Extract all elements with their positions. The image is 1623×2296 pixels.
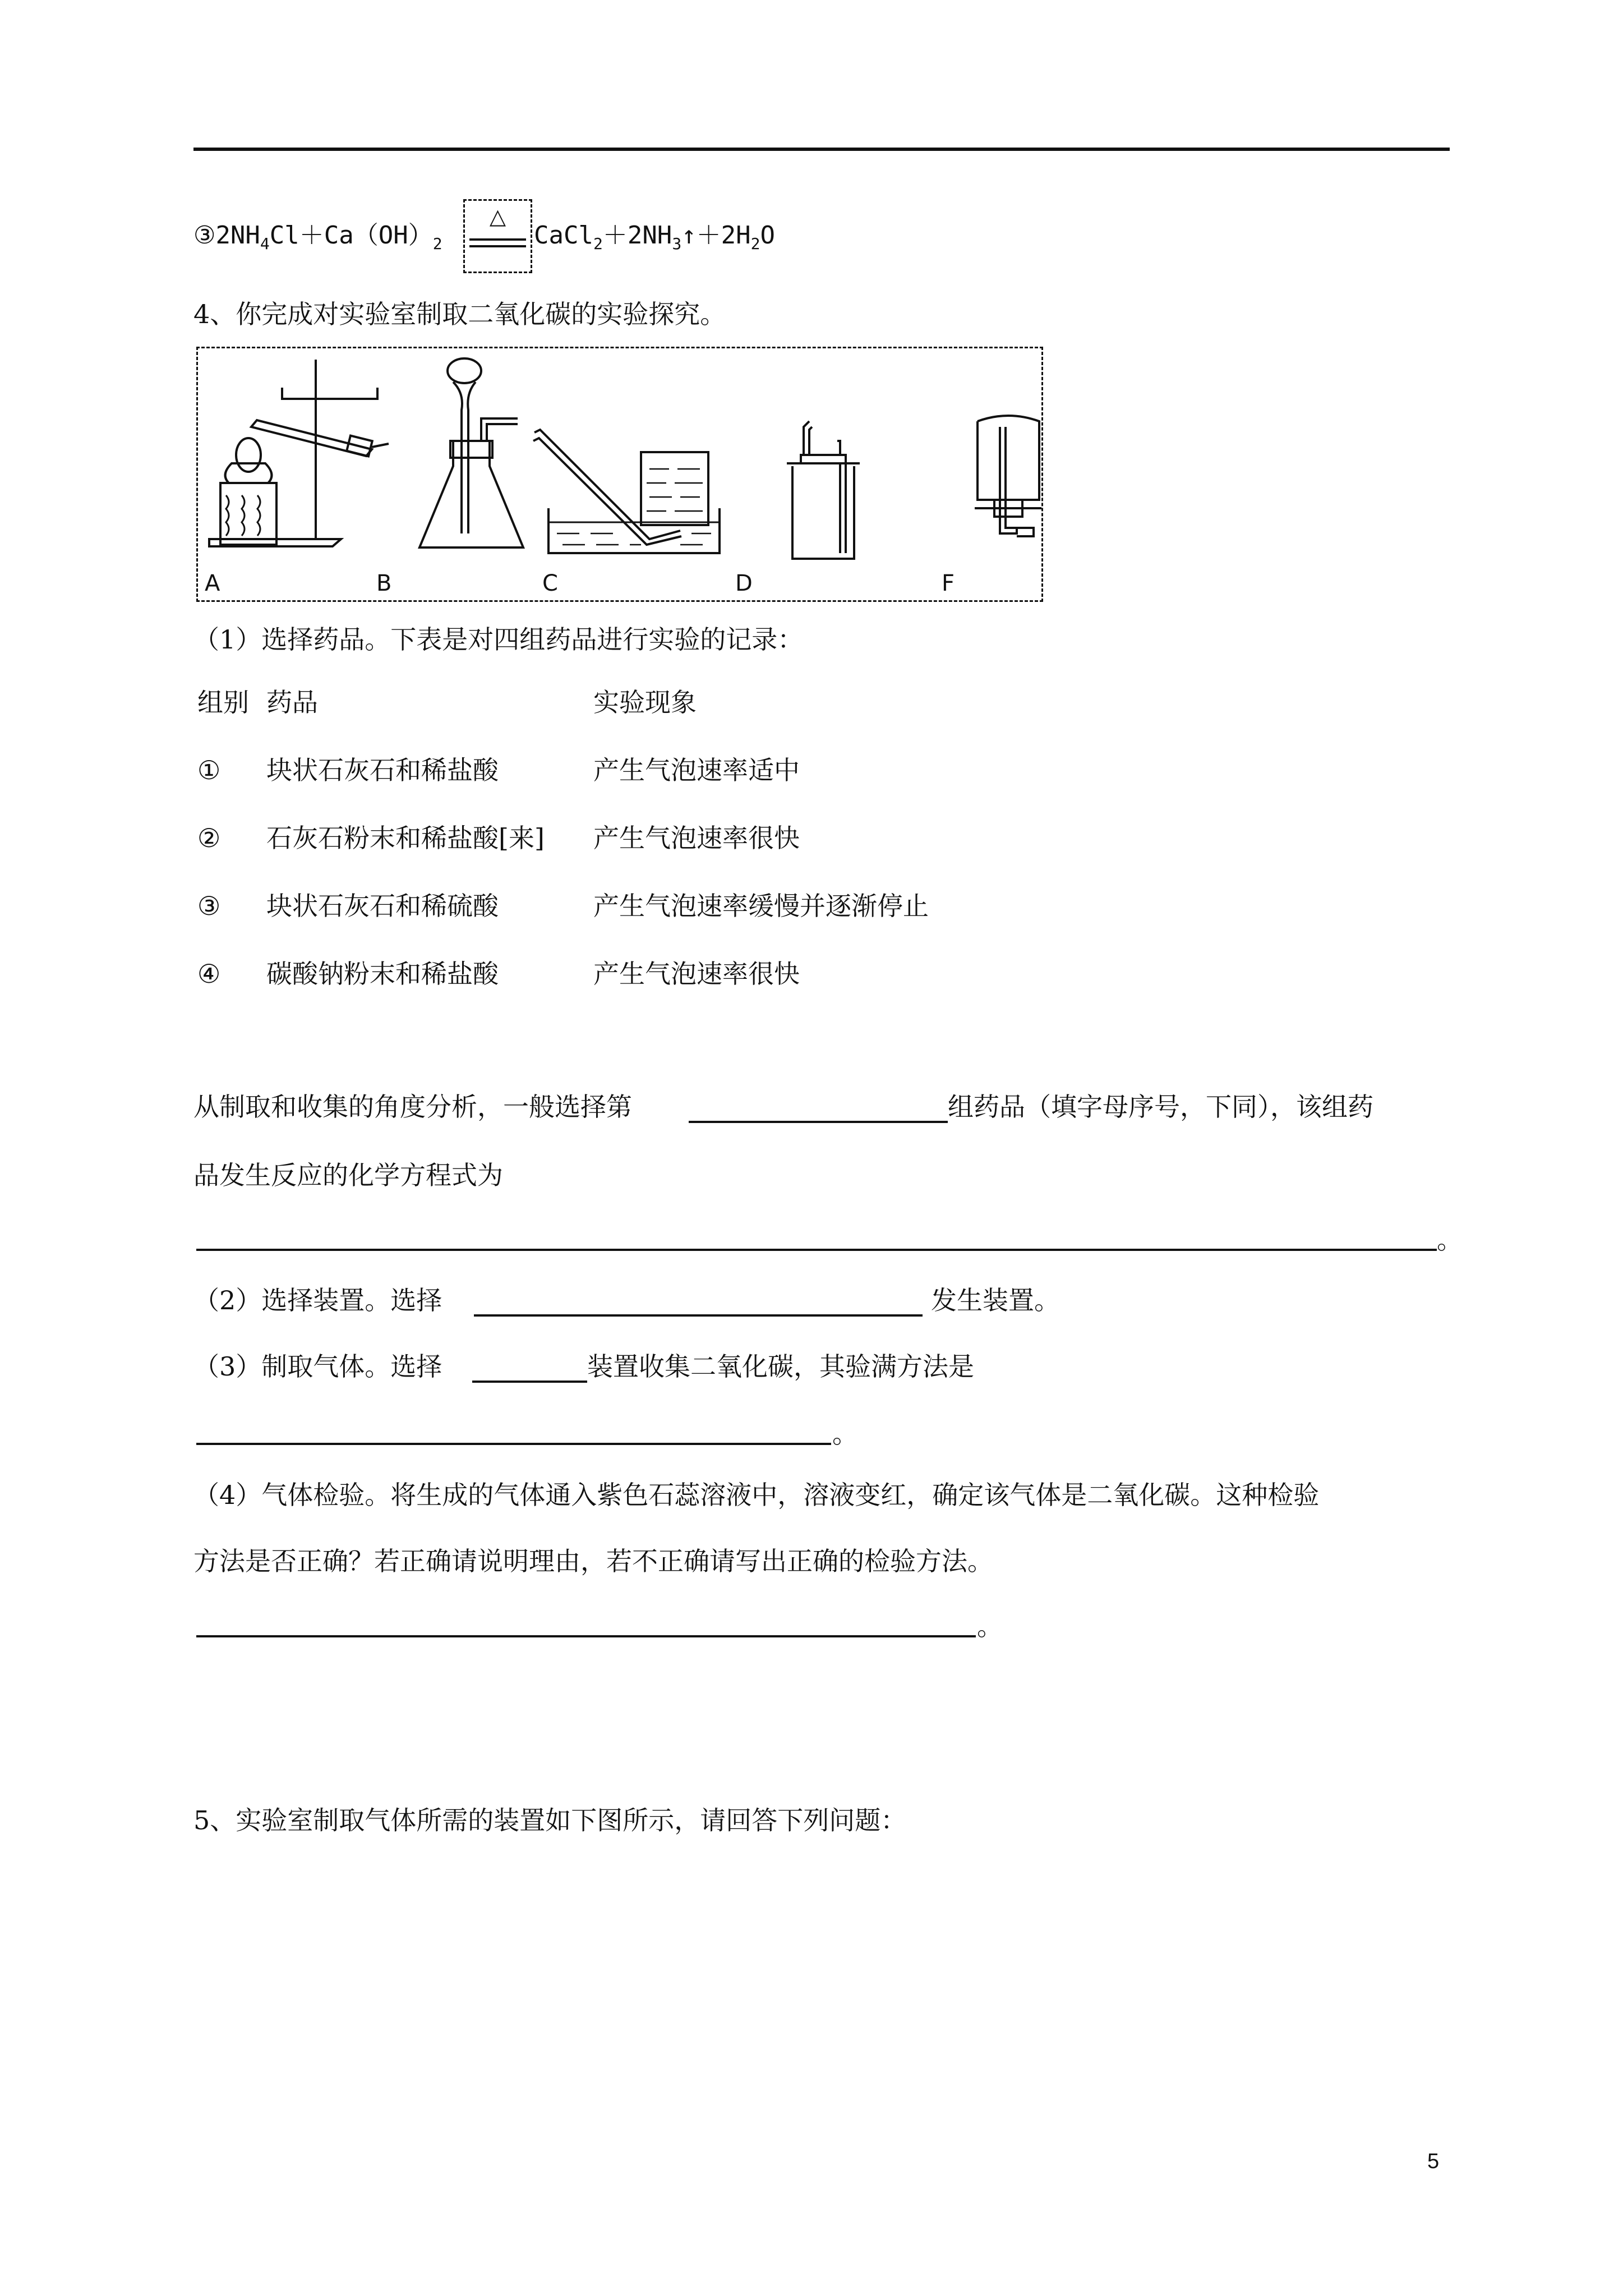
equation-subscript: 2 bbox=[432, 234, 442, 253]
q4-part3-b: 装置收集二氧化碳，其验满方法是 bbox=[587, 1351, 974, 1382]
row-id: ③ bbox=[197, 891, 221, 921]
q4-part4-a: （4）气体检验。将生成的气体通入紫色石蕊溶液中，溶液变红，确定该气体是二氧化碳。这种检验 bbox=[193, 1480, 1320, 1510]
apparatus-c bbox=[533, 430, 720, 553]
row-reagent: 块状石灰石和稀盐酸 bbox=[266, 755, 499, 785]
row-reagent: 块状石灰石和稀硫酸 bbox=[266, 891, 499, 921]
q5-title: 5、实验室制取气体所需的装置如下图所示，请回答下列问题： bbox=[193, 1805, 907, 1835]
header-rule bbox=[193, 148, 1450, 151]
equation-subscript: 4 bbox=[260, 234, 270, 253]
row-id: ② bbox=[197, 823, 221, 853]
page-number: 5 bbox=[1427, 2150, 1440, 2173]
equation-subscript: 2 bbox=[593, 234, 603, 253]
answer-blank-full-check[interactable] bbox=[196, 1443, 831, 1445]
row-result: 产生气泡速率很快 bbox=[593, 823, 800, 853]
q4-title: 4、你完成对实验室制取二氧化碳的实验探究。 bbox=[193, 299, 726, 329]
row-result: 产生气泡速率适中 bbox=[593, 755, 800, 785]
q4-part3-a: （3）制取气体。选择 bbox=[193, 1351, 442, 1382]
equation-text: ③2NH bbox=[193, 221, 260, 250]
equation-text: O bbox=[760, 221, 776, 250]
period: 。 bbox=[832, 1419, 858, 1449]
equation-text: ↑＋2H bbox=[681, 221, 751, 250]
equation-text: ＋2NH bbox=[602, 221, 672, 250]
answer-blank-test-method[interactable] bbox=[196, 1635, 976, 1637]
row-result: 产生气泡速率缓慢并逐渐停止 bbox=[593, 891, 929, 921]
apparatus-a bbox=[209, 360, 389, 546]
row-id: ① bbox=[197, 755, 221, 785]
equation-line bbox=[193, 219, 442, 261]
answer-blank-group[interactable] bbox=[689, 1121, 948, 1123]
table-header-group: 组别 bbox=[197, 687, 249, 717]
heat-symbol: △ bbox=[489, 204, 506, 229]
apparatus-b bbox=[419, 358, 523, 547]
apparatus-label-f: F bbox=[942, 570, 955, 596]
row-reagent: 碳酸钠粉末和稀盐酸 bbox=[266, 959, 499, 989]
analysis-text-c: 品发生反应的化学方程式为 bbox=[193, 1160, 503, 1190]
analysis-text-a: 从制取和收集的角度分析，一般选择第 bbox=[193, 1092, 632, 1122]
period: 。 bbox=[977, 1611, 1003, 1641]
reaction-condition-box bbox=[463, 199, 532, 273]
apparatus-figure bbox=[196, 347, 1043, 602]
answer-blank-equation[interactable] bbox=[196, 1249, 1437, 1251]
q4-part4-b: 方法是否正确？若正确请说明理由，若不正确请写出正确的检验方法。 bbox=[193, 1546, 993, 1576]
apparatus-label-c: C bbox=[542, 570, 558, 596]
apparatus-d bbox=[787, 421, 860, 559]
answer-blank-collector[interactable] bbox=[472, 1381, 587, 1383]
apparatus-drawing bbox=[198, 348, 1041, 600]
q4-part1: （1）选择药品。下表是对四组药品进行实验的记录： bbox=[193, 624, 804, 655]
equation-subscript: 2 bbox=[750, 234, 760, 253]
row-reagent: 石灰石粉末和稀盐酸[来] bbox=[266, 823, 545, 853]
equation-products bbox=[534, 219, 775, 261]
table-header-reagent: 药品 bbox=[266, 687, 318, 717]
row-id: ④ bbox=[197, 959, 221, 989]
equals-line bbox=[469, 245, 526, 247]
apparatus-label-a: A bbox=[205, 570, 220, 596]
apparatus-f bbox=[975, 416, 1041, 536]
answer-blank-generator[interactable] bbox=[474, 1314, 923, 1317]
analysis-text-b: 组药品（填字母序号，下同），该组药 bbox=[948, 1092, 1373, 1122]
q4-part2-b: 发生装置。 bbox=[931, 1285, 1060, 1315]
equals-line bbox=[469, 238, 526, 241]
apparatus-label-d: D bbox=[735, 570, 753, 596]
period: 。 bbox=[1437, 1225, 1463, 1255]
table-header-result: 实验现象 bbox=[593, 687, 697, 717]
equation-text: CaCl bbox=[534, 221, 593, 250]
q4-part2-a: （2）选择装置。选择 bbox=[193, 1285, 442, 1315]
equation-text: Cl＋Ca（OH） bbox=[269, 221, 433, 250]
equation-subscript: 3 bbox=[672, 234, 682, 253]
apparatus-label-b: B bbox=[376, 570, 392, 596]
row-result: 产生气泡速率很快 bbox=[593, 959, 800, 989]
